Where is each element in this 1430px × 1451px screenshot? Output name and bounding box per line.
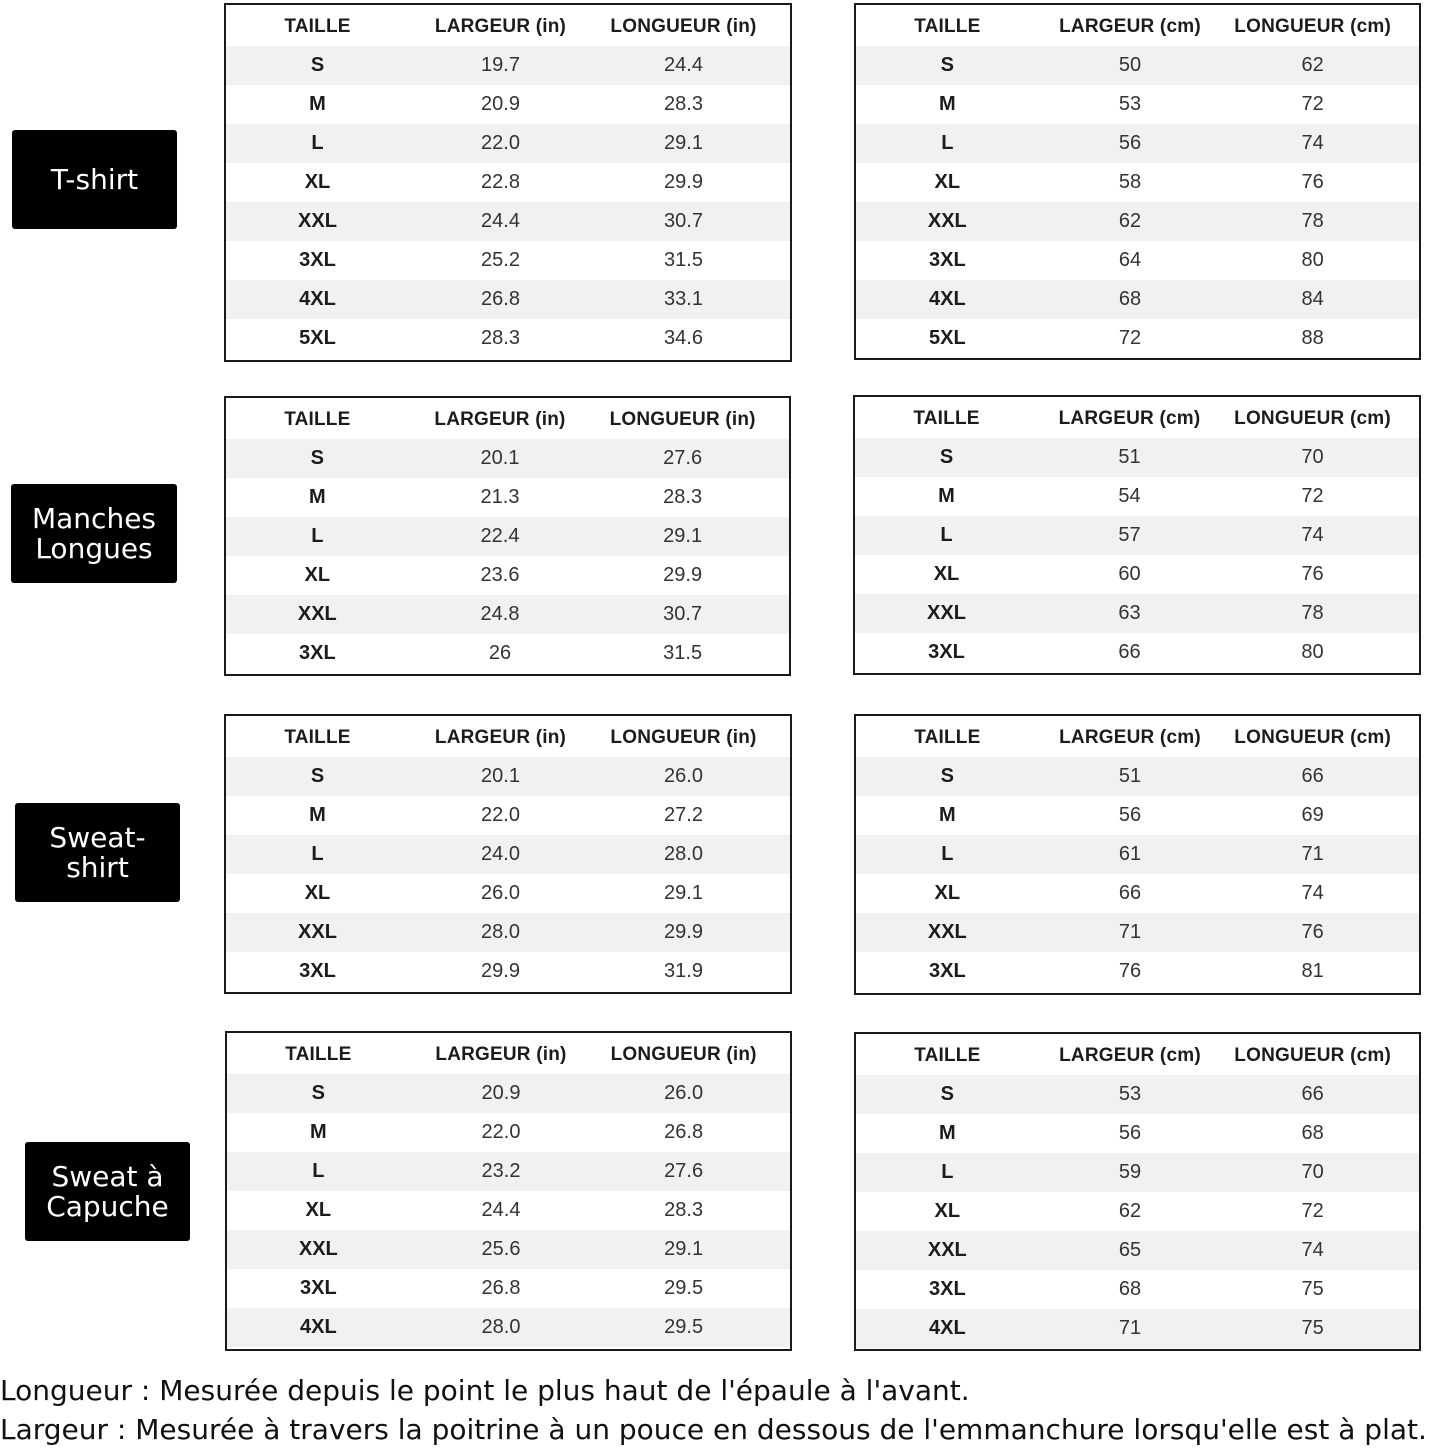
largeur-cell: 23.2	[481, 1160, 521, 1182]
column-header: LARGEUR (in)	[434, 15, 567, 37]
longueur-cell: 71	[1301, 843, 1324, 865]
size-cell: S	[939, 446, 954, 468]
size-cell: 3XL	[928, 641, 965, 663]
longueur-cell: 74	[1301, 132, 1324, 154]
size-cell: S	[310, 447, 324, 469]
longueur-cell: 81	[1301, 960, 1324, 982]
column-header: TAILLE	[913, 407, 980, 429]
size-cell: S	[940, 765, 954, 787]
table-row	[227, 1074, 790, 1113]
table-row	[856, 280, 1419, 319]
longueur-cell: 80	[1301, 641, 1324, 663]
largeur-cell: 26.8	[481, 1277, 521, 1299]
largeur-cell: 54	[1118, 485, 1141, 507]
table-row	[226, 478, 789, 517]
size-table-cm	[854, 714, 1421, 995]
largeur-cell: 51	[1118, 765, 1142, 787]
longueur-cell: 29.9	[664, 171, 703, 193]
size-cell: M	[938, 93, 956, 115]
column-header: LARGEUR (cm)	[1059, 15, 1201, 37]
size-cell: L	[941, 843, 954, 865]
table-row	[226, 952, 790, 991]
size-cell: S	[310, 765, 325, 787]
column-header: LONGUEUR (cm)	[1234, 407, 1391, 429]
product-label: T-shirt	[12, 130, 177, 229]
largeur-cell: 66	[1118, 641, 1141, 663]
longueur-cell: 84	[1301, 288, 1324, 310]
largeur-cell: 20.9	[481, 1082, 521, 1104]
table-header	[856, 1036, 1419, 1075]
table-row	[856, 202, 1419, 241]
largeur-cell: 20.1	[481, 765, 520, 787]
size-cell: S	[940, 54, 954, 76]
size-cell: M	[938, 804, 956, 826]
table-row	[856, 913, 1419, 952]
table-row	[227, 1113, 790, 1152]
longueur-cell: 66	[1301, 1083, 1324, 1105]
size-cell: XL	[304, 171, 331, 193]
longueur-cell: 31.5	[664, 249, 703, 271]
longueur-cell: 30.7	[664, 210, 703, 232]
size-cell: 4XL	[928, 1317, 966, 1339]
longueur-cell: 62	[1301, 54, 1324, 76]
size-cell: S	[940, 1083, 954, 1105]
column-header: LARGEUR (cm)	[1059, 726, 1201, 748]
largeur-cell: 28.0	[481, 921, 520, 943]
longueur-cell: 70	[1301, 446, 1324, 468]
largeur-cell: 65	[1118, 1239, 1142, 1261]
largeur-cell: 59	[1118, 1161, 1142, 1183]
largeur-cell: 24.4	[481, 210, 520, 232]
table-row	[226, 85, 790, 124]
size-table-inches	[224, 3, 792, 362]
table-header	[227, 1035, 790, 1074]
table-row	[856, 1153, 1419, 1192]
size-cell: L	[311, 525, 324, 547]
largeur-cell: 19.7	[481, 54, 520, 76]
table-row	[226, 517, 789, 556]
table-row	[855, 594, 1419, 633]
longueur-cell: 29.5	[664, 1277, 704, 1299]
table-row	[226, 835, 790, 874]
column-header: LONGUEUR (in)	[610, 1043, 757, 1065]
size-table-inches	[225, 1031, 792, 1351]
longueur-cell: 33.1	[664, 288, 703, 310]
column-header: TAILLE	[914, 15, 981, 37]
table-header	[856, 718, 1419, 757]
size-cell: XL	[934, 171, 961, 193]
table-row	[855, 477, 1419, 516]
largeur-cell: 22.8	[481, 171, 520, 193]
table-row	[226, 319, 790, 358]
largeur-cell: 21.3	[480, 486, 520, 508]
size-table-cm	[853, 395, 1421, 675]
largeur-cell: 68	[1118, 288, 1142, 310]
table-row	[856, 1114, 1419, 1153]
longueur-cell: 29.1	[664, 882, 703, 904]
table-row	[226, 634, 789, 673]
table-row	[856, 835, 1419, 874]
longueur-cell: 88	[1301, 327, 1324, 349]
largeur-cell: 76	[1118, 960, 1142, 982]
longueur-cell: 28.3	[664, 93, 703, 115]
size-cell: L	[941, 1161, 954, 1183]
table-row	[856, 796, 1419, 835]
size-cell: 5XL	[299, 327, 336, 349]
longueur-cell: 74	[1301, 1239, 1324, 1261]
column-header: LARGEUR (cm)	[1058, 407, 1201, 429]
longueur-cell: 74	[1301, 882, 1324, 904]
longueur-cell: 80	[1301, 249, 1324, 271]
table-header	[226, 718, 790, 757]
size-cell: XXL	[298, 921, 337, 943]
largeur-cell: 24.8	[480, 603, 520, 625]
largeur-cell: 71	[1118, 1317, 1142, 1339]
largeur-cell: 72	[1118, 327, 1142, 349]
size-cell: XXL	[297, 603, 337, 625]
size-cell: M	[938, 485, 955, 507]
longueur-cell: 72	[1301, 93, 1324, 115]
table-row	[856, 1075, 1419, 1114]
longueur-cell: 76	[1301, 921, 1324, 943]
largeur-cell: 20.1	[480, 447, 520, 469]
longueur-cell: 27.6	[664, 1160, 704, 1182]
longueur-cell: 28.3	[664, 1199, 704, 1221]
size-cell: M	[309, 804, 326, 826]
size-cell: L	[312, 1160, 325, 1182]
size-cell: XXL	[927, 210, 967, 232]
longueur-cell: 29.1	[664, 1238, 704, 1260]
table-row	[855, 516, 1419, 555]
table-row	[855, 555, 1419, 594]
largeur-cell: 24.4	[481, 1199, 521, 1221]
size-cell: 3XL	[298, 642, 336, 664]
table-header	[226, 400, 789, 439]
longueur-cell: 30.7	[663, 603, 703, 625]
largeur-cell: 71	[1118, 921, 1142, 943]
size-cell: XL	[305, 1199, 332, 1221]
table-row	[856, 1309, 1419, 1348]
table-row	[226, 163, 790, 202]
size-cell: XXL	[298, 210, 337, 232]
table-header	[856, 7, 1419, 46]
longueur-cell: 28.3	[663, 486, 703, 508]
size-cell: XL	[304, 882, 331, 904]
size-cell: XXL	[927, 602, 966, 624]
largeur-cell: 50	[1118, 54, 1142, 76]
largeur-cell: 25.2	[481, 249, 520, 271]
size-table-inches	[224, 396, 791, 676]
size-cell: L	[941, 132, 954, 154]
size-cell: XXL	[927, 921, 967, 943]
longueur-cell: 76	[1301, 171, 1324, 193]
longueur-cell: 72	[1301, 1200, 1324, 1222]
table-row	[226, 202, 790, 241]
size-cell: S	[311, 1082, 325, 1104]
note-longueur: Longueur : Mesurée depuis le point le plus haut de l'épaule à l'avant.	[0, 1374, 970, 1407]
size-cell: 5XL	[928, 327, 966, 349]
table-row	[227, 1152, 790, 1191]
largeur-cell: 53	[1118, 1083, 1142, 1105]
column-header: TAILLE	[914, 1044, 981, 1066]
table-row	[856, 163, 1419, 202]
longueur-cell: 29.9	[664, 921, 703, 943]
longueur-cell: 75	[1301, 1278, 1324, 1300]
size-cell: L	[940, 524, 953, 546]
largeur-cell: 66	[1118, 882, 1142, 904]
longueur-cell: 76	[1301, 563, 1324, 585]
longueur-cell: 29.5	[664, 1316, 704, 1338]
largeur-cell: 26.0	[481, 882, 520, 904]
size-cell: XXL	[927, 1239, 967, 1261]
largeur-cell: 63	[1118, 602, 1141, 624]
longueur-cell: 70	[1301, 1161, 1324, 1183]
product-label: Manches Longues	[11, 484, 177, 583]
size-cell: 3XL	[299, 1277, 337, 1299]
size-cell: M	[309, 1121, 327, 1143]
table-row	[856, 1192, 1419, 1231]
table-row	[855, 438, 1419, 477]
column-header: LONGUEUR (in)	[610, 15, 757, 37]
largeur-cell: 24.0	[481, 843, 520, 865]
longueur-cell: 29.9	[663, 564, 703, 586]
table-row	[227, 1230, 790, 1269]
column-header: TAILLE	[914, 726, 981, 748]
table-row	[226, 241, 790, 280]
table-row	[855, 633, 1419, 672]
largeur-cell: 25.6	[481, 1238, 521, 1260]
table-row	[226, 46, 790, 85]
size-cell: 4XL	[299, 1316, 337, 1338]
column-header: LARGEUR (in)	[434, 726, 567, 748]
size-cell: L	[311, 132, 324, 154]
column-header: LARGEUR (in)	[435, 1043, 567, 1065]
column-header: TAILLE	[285, 1043, 352, 1065]
largeur-cell: 23.6	[480, 564, 520, 586]
largeur-cell: 22.0	[481, 132, 520, 154]
table-row	[227, 1308, 790, 1347]
longueur-cell: 31.5	[663, 642, 703, 664]
size-cell: 4XL	[299, 288, 336, 310]
largeur-cell: 60	[1118, 563, 1141, 585]
longueur-cell: 78	[1301, 210, 1324, 232]
largeur-cell: 62	[1118, 210, 1142, 232]
column-header: LONGUEUR (cm)	[1234, 15, 1391, 37]
table-row	[226, 280, 790, 319]
column-header: TAILLE	[284, 726, 351, 748]
table-row	[227, 1191, 790, 1230]
longueur-cell: 27.6	[663, 447, 703, 469]
largeur-cell: 26	[488, 642, 512, 664]
table-row	[856, 241, 1419, 280]
table-row	[856, 85, 1419, 124]
largeur-cell: 53	[1118, 93, 1142, 115]
longueur-cell: 68	[1301, 1122, 1324, 1144]
size-cell: M	[308, 486, 326, 508]
size-cell: L	[311, 843, 324, 865]
table-row	[226, 796, 790, 835]
size-cell: 3XL	[299, 249, 336, 271]
table-row	[856, 319, 1419, 358]
longueur-cell: 26.0	[664, 1082, 704, 1104]
largeur-cell: 61	[1118, 843, 1142, 865]
table-header	[226, 7, 790, 46]
longueur-cell: 78	[1301, 602, 1324, 624]
table-row	[856, 874, 1419, 913]
table-row	[226, 913, 790, 952]
largeur-cell: 57	[1118, 524, 1141, 546]
largeur-cell: 51	[1118, 446, 1141, 468]
largeur-cell: 64	[1118, 249, 1142, 271]
column-header: LONGUEUR (in)	[609, 408, 756, 430]
size-cell: M	[938, 1122, 956, 1144]
longueur-cell: 66	[1301, 765, 1324, 787]
column-header: LONGUEUR (cm)	[1234, 726, 1391, 748]
largeur-cell: 56	[1118, 1122, 1142, 1144]
longueur-cell: 34.6	[664, 327, 703, 349]
table-row	[856, 124, 1419, 163]
size-cell: XL	[934, 1200, 961, 1222]
column-header: LARGEUR (cm)	[1059, 1044, 1201, 1066]
largeur-cell: 28.0	[481, 1316, 521, 1338]
table-row	[856, 952, 1419, 991]
size-cell: S	[310, 54, 325, 76]
size-cell: M	[309, 93, 326, 115]
largeur-cell: 22.4	[480, 525, 520, 547]
size-table-inches	[224, 714, 792, 994]
size-cell: XL	[304, 564, 331, 586]
longueur-cell: 24.4	[664, 54, 703, 76]
size-cell: 3XL	[928, 249, 966, 271]
largeur-cell: 29.9	[481, 960, 520, 982]
column-header: LONGUEUR (cm)	[1234, 1044, 1391, 1066]
largeur-cell: 22.0	[481, 804, 520, 826]
size-table-cm	[854, 1032, 1421, 1351]
longueur-cell: 69	[1301, 804, 1324, 826]
largeur-cell: 20.9	[481, 93, 520, 115]
largeur-cell: 58	[1118, 171, 1142, 193]
longueur-cell: 72	[1301, 485, 1324, 507]
table-row	[227, 1269, 790, 1308]
size-cell: 3XL	[928, 960, 966, 982]
table-row	[226, 556, 789, 595]
table-row	[226, 439, 789, 478]
table-row	[226, 124, 790, 163]
table-row	[856, 1231, 1419, 1270]
table-header	[855, 399, 1419, 438]
largeur-cell: 26.8	[481, 288, 520, 310]
size-cell: XXL	[298, 1238, 338, 1260]
table-row	[856, 757, 1419, 796]
table-row	[856, 46, 1419, 85]
product-label: Sweat à Capuche	[25, 1142, 190, 1241]
longueur-cell: 31.9	[664, 960, 703, 982]
longueur-cell: 75	[1301, 1317, 1324, 1339]
size-cell: XL	[933, 563, 960, 585]
longueur-cell: 74	[1301, 524, 1324, 546]
column-header: TAILLE	[284, 15, 351, 37]
column-header: LARGEUR (in)	[434, 408, 566, 430]
size-table-cm	[854, 3, 1421, 360]
table-row	[226, 757, 790, 796]
longueur-cell: 29.1	[664, 132, 703, 154]
largeur-cell: 22.0	[481, 1121, 521, 1143]
largeur-cell: 68	[1118, 1278, 1142, 1300]
table-row	[226, 874, 790, 913]
largeur-cell: 28.3	[481, 327, 520, 349]
largeur-cell: 56	[1118, 804, 1142, 826]
size-cell: 3XL	[928, 1278, 966, 1300]
longueur-cell: 26.8	[664, 1121, 704, 1143]
longueur-cell: 26.0	[664, 765, 703, 787]
size-cell: 4XL	[928, 288, 966, 310]
longueur-cell: 28.0	[664, 843, 703, 865]
size-cell: XL	[934, 882, 961, 904]
longueur-cell: 29.1	[663, 525, 703, 547]
size-cell: 3XL	[299, 960, 336, 982]
note-largeur: Largeur : Mesurée à travers la poitrine à un pouce en dessous de l'emmanchure lorsqu'elle est à plat.	[0, 1413, 1427, 1446]
table-row	[226, 595, 789, 634]
product-label: Sweat- shirt	[15, 803, 180, 902]
column-header: LONGUEUR (in)	[610, 726, 757, 748]
column-header: TAILLE	[284, 408, 351, 430]
largeur-cell: 62	[1118, 1200, 1142, 1222]
table-row	[856, 1270, 1419, 1309]
largeur-cell: 56	[1118, 132, 1142, 154]
longueur-cell: 27.2	[664, 804, 703, 826]
